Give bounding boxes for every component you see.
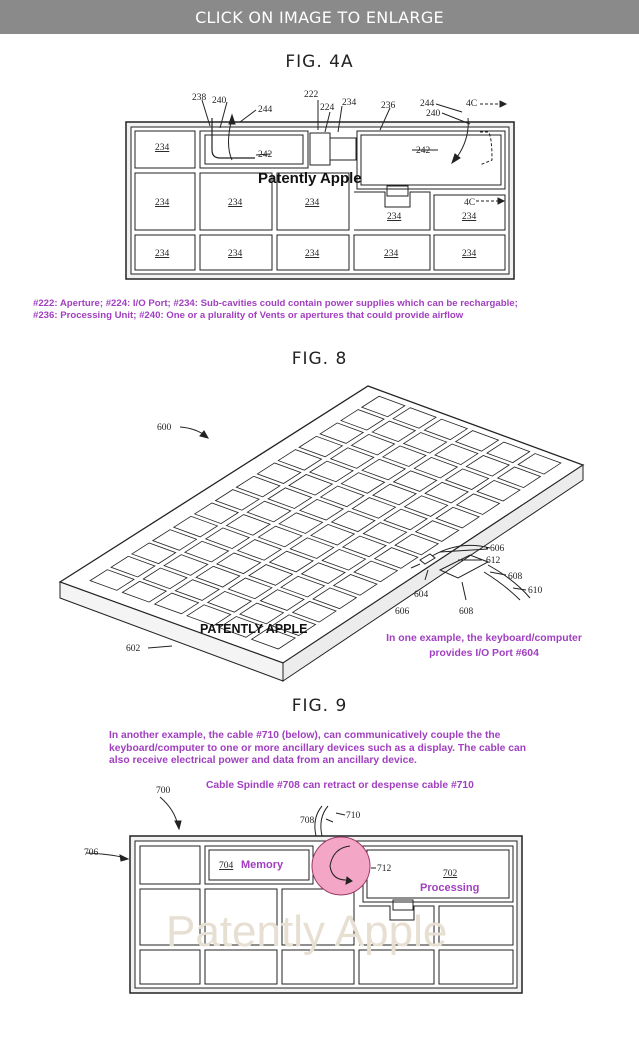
fig4a-cell-label: 234 [387, 212, 402, 222]
fig4a-label-240b: 240 [426, 109, 441, 119]
fig9-spindle-note: Cable Spindle #708 can retract or despense cable #710 [206, 780, 474, 791]
fig-9-drawing [86, 797, 522, 993]
processing-label: Processing [420, 882, 480, 894]
fig9-label-710: 710 [346, 811, 361, 821]
fig-8-title: FIG. 8 [291, 349, 348, 369]
fig4a-cell-label: 234 [155, 143, 170, 153]
fig8-label-612: 612 [486, 556, 501, 566]
fig4a-cell-label: 234 [155, 198, 170, 208]
fig8-label-604: 604 [414, 590, 429, 600]
fig-4a-title: FIG. 4A [285, 52, 354, 72]
fig4a-label-244b: 244 [420, 99, 435, 109]
memory-label: Memory [241, 859, 284, 871]
fig4a-caption-line: #236: Processing Unit; #240: One or a plurality of Vents or apertures that could provide airflow [33, 310, 464, 321]
fig8-label-608b: 608 [459, 607, 474, 617]
fig8-caption-line: In one example, the keyboard/computer [386, 633, 582, 644]
fig4a-label-236: 236 [381, 101, 396, 111]
fig9-intro-line: In another example, the cable #710 (below), can communicatively couple the the [109, 730, 501, 741]
fig8-label-600: 600 [157, 423, 172, 433]
fig4a-label-242b: 242 [416, 146, 431, 156]
fig8-caption [364, 631, 604, 661]
cable-spindle [312, 837, 370, 895]
fig4a-cell-label: 234 [155, 249, 170, 259]
fig9-intro-line: also receive electrical power and data from an ancillary device. [109, 755, 417, 766]
fig-9-title: FIG. 9 [291, 696, 348, 716]
fig4a-label-222: 222 [304, 90, 319, 100]
fig8-label-608a: 608 [508, 572, 523, 582]
fig9-label-700: 700 [156, 786, 171, 796]
fig4a-label-240: 240 [212, 96, 227, 106]
fig8-label-606a: 606 [490, 544, 505, 554]
fig4a-label-4c-top: 4C [466, 99, 478, 109]
fig9-label-702: 702 [443, 869, 458, 879]
fig8-watermark: PATENTLY APPLE [200, 622, 308, 636]
fig4a-caption [33, 298, 613, 322]
fig4a-cell-label: 234 [462, 212, 477, 222]
fig4a-caption-line: #222: Aperture; #224: I/O Port; #234: Sub-cavities could contain power supplies which can be rechargable; [33, 298, 518, 309]
fig4a-label-224: 224 [320, 103, 335, 113]
fig4a-watermark: Patently Apple [258, 170, 362, 187]
fig8-label-606b: 606 [395, 607, 410, 617]
fig4a-cell-label: 234 [305, 249, 320, 259]
fig9-intro-line: keyboard/computer to one or more ancillary devices such as a display. The cable can [109, 742, 526, 754]
fig4a-label-4c-mid: 4C [464, 198, 476, 208]
fig4a-cell-label: 234 [462, 249, 477, 259]
fig9-intro [109, 730, 579, 768]
fig4a-label-234: 234 [342, 98, 357, 108]
fig9-label-712: 712 [377, 864, 392, 874]
fig9-label-706: 706 [84, 848, 99, 858]
fig-4a-drawing [126, 100, 514, 279]
fig9-label-704: 704 [219, 861, 234, 871]
fig8-label-602: 602 [126, 644, 141, 654]
fig4a-cell-label: 234 [305, 198, 320, 208]
fig4a-cell-label: 234 [228, 249, 243, 259]
fig4a-label-238: 238 [192, 93, 207, 103]
fig4a-label-242a: 242 [258, 150, 273, 160]
fig8-caption-line: provides I/O Port #604 [429, 648, 539, 659]
fig4a-label-244: 244 [258, 105, 273, 115]
fig9-watermark: Patently Apple [166, 907, 448, 956]
fig4a-cell-label: 234 [228, 198, 243, 208]
enlarge-banner[interactable]: CLICK ON IMAGE TO ENLARGE [0, 0, 639, 34]
fig4a-cell-label: 234 [384, 249, 399, 259]
fig8-label-610: 610 [528, 586, 543, 596]
fig9-label-708: 708 [300, 816, 315, 826]
